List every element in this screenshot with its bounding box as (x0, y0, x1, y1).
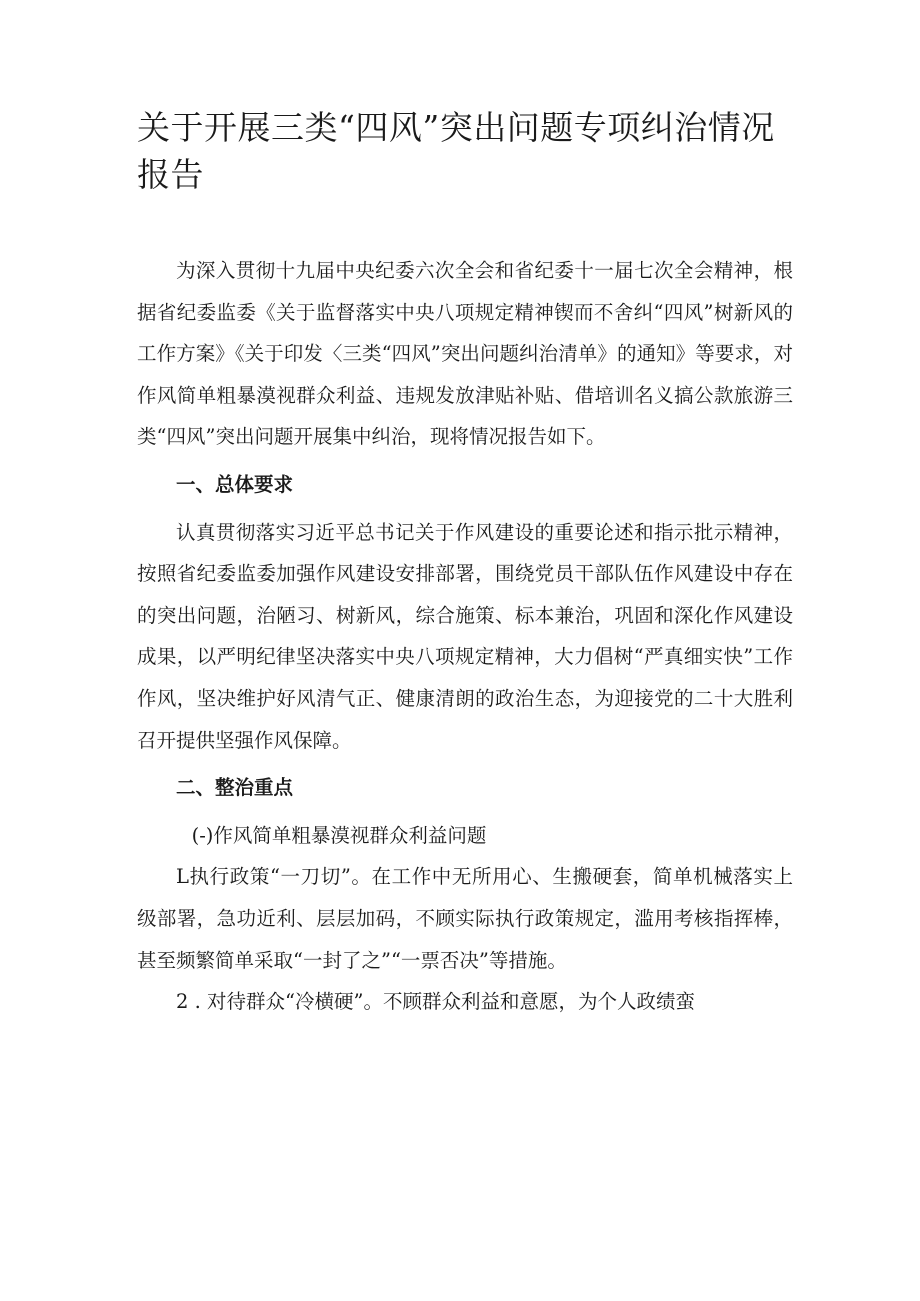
section-heading-key-issues: 二、整治重点 (176, 776, 294, 800)
document-title: 关于开展三类“四风”突出问题专项纠治情况报告 (137, 108, 775, 194)
intro-paragraph: 为深入贯彻十九届中央纪委六次全会和省纪委十一届七次全会精神，根据省纪委监委《关于监督落实中央八项规定精神锲而不舍纠“四风”树新风的工作方案》《关于印发〈三类“四风”突出问题纠治清单》的通知》等要求，对作风简单粗暴漠视群众利益、违规发放津贴补贴、借培训名义搞公款旅游三类“四风”突出问题开展集中纠治，现将情况报告如下。 (137, 259, 793, 449)
issue-item-2: 2 . 对待群众“冷横硬”。不顾群众利益和意愿，为个人政绩蛮 (176, 990, 695, 1014)
requirements-paragraph: 认真贯彻落实习近平总书记关于作风建设的重要论述和指示批示精神，按照省纪委监委加强作风建设安排部署，围绕党员干部队伍作风建设中存在的突出问题，治陋习、树新风，综合施策、标本兼治，巩固和深化作风建设成果，以严明纪律坚决落实中央八项规定精神，大力倡树“严真细实快”工作作风，坚决维护好风清气正、健康清朗的政治生态，为迎接党的二十大胜利召开提供坚强作风保障。 (137, 520, 793, 752)
subsection-heading-rough-work-style: (-)作风简单粗暴漠视群众利益问题 (191, 823, 487, 847)
document-body (137, 250, 793, 1023)
section-heading-general-requirements: 一、总体要求 (176, 472, 294, 496)
issue-item-1: L执行政策“一刀切”。在工作中无所用心、生搬硬套，简单机械落实上级部署，急功近利、层层加码，不顾实际执行政策规定，滥用考核指挥棒，甚至频繁简单采取“一封了之”“一票否决”等措施。 (137, 865, 793, 972)
